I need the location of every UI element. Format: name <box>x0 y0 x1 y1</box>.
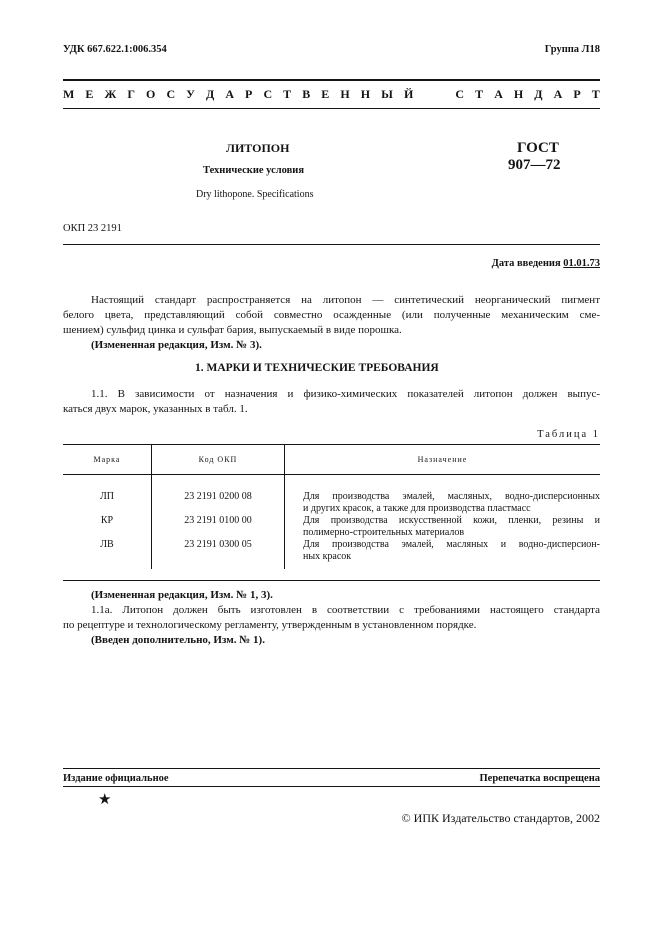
group-code: Группа Л18 <box>544 44 600 55</box>
col-header-grade: Марка <box>63 445 152 475</box>
cell-purpose <box>285 539 601 569</box>
heading-letter: М <box>63 87 75 101</box>
okp-code: ОКП 23 2191 <box>63 223 122 234</box>
cell-code: 23 2191 0200 08 <box>152 475 285 516</box>
cell-grade: КР <box>63 515 152 539</box>
heading-letter: Н <box>340 87 350 101</box>
heading-letter: Ж <box>104 87 117 101</box>
title-rule <box>63 244 600 245</box>
col-header-purpose: Назначение <box>285 445 601 475</box>
heading-letter: В <box>302 87 311 101</box>
table-row <box>63 539 600 569</box>
heading-letter: А <box>494 87 503 101</box>
top-rule-2 <box>63 108 600 109</box>
top-rule <box>63 79 600 81</box>
clause-1-1a <box>63 588 600 648</box>
clause-line: по рецептуре и технологическому регламенту, утвержденным в установленном порядке. <box>63 619 477 631</box>
cell-grade: ЛП <box>63 475 152 516</box>
heading-letter: Г <box>127 87 135 101</box>
star-icon: ★ <box>98 792 112 808</box>
copyright: © ИПК Издательство стандартов, 2002 <box>401 811 600 825</box>
cell-code: 23 2191 0100 00 <box>152 515 285 539</box>
section-heading: 1. МАРКИ И ТЕХНИЧЕСКИЕ ТРЕБОВАНИЯ <box>195 362 439 374</box>
clause-amendment: (Введен дополнительно, Изм. № 1). <box>91 634 265 646</box>
document-title: ЛИТОПОН <box>226 141 290 155</box>
heading-letter: Р <box>245 87 253 101</box>
purpose-line: Для производства эмалей, масляных и водно-дисперсион- <box>303 539 600 550</box>
intro-amendment: (Измененная редакция, Изм. № 3). <box>91 339 262 351</box>
table-amendment: (Измененная редакция, Изм. № 1, 3). <box>91 589 273 601</box>
grades-table <box>63 444 600 569</box>
heading-letter: С <box>166 87 176 101</box>
clause-line: 1.1а. Литопон должен быть изготовлен в соответствии с требованиями настоящего стандарта <box>91 604 600 616</box>
heading-letter: Ы <box>381 87 393 101</box>
clause-line: 1.1. В зависимости от назначения и физико-химических показателей литопон должен выпус- <box>91 388 600 400</box>
heading-letter: Т <box>283 87 292 101</box>
standard-type-heading <box>63 87 600 102</box>
heading-letter: О <box>146 87 156 101</box>
heading-letter: Д <box>534 87 543 101</box>
cell-purpose <box>285 515 601 539</box>
purpose-line: Для производства искусственной кожи, пленки, резины и <box>303 515 600 526</box>
intro-paragraph <box>63 293 600 353</box>
purpose-line: полимерно-строительных материалов <box>303 527 465 538</box>
gost-number: 907—72 <box>508 157 561 173</box>
heading-letter: С <box>455 87 465 101</box>
english-title: Dry lithopone. Specifications <box>196 189 314 200</box>
table-row <box>63 515 600 539</box>
gost-label: ГОСТ <box>517 140 559 156</box>
heading-letter: Д <box>206 87 215 101</box>
cell-code: 23 2191 0300 05 <box>152 539 285 569</box>
clause-line: каться двух марок, указанных в табл. 1. <box>63 403 248 415</box>
heading-letter: У <box>186 87 195 101</box>
official-edition: Издание официальное <box>63 773 169 784</box>
footer-rule-2 <box>63 786 600 787</box>
word-gap <box>424 87 444 102</box>
heading-letter: С <box>263 87 273 101</box>
heading-letter: Т <box>591 87 600 101</box>
table-bottom-rule <box>63 580 600 581</box>
intro-line: Настоящий стандарт распространяется на литопон — синтетический неорганический пигмент <box>91 294 600 306</box>
intro-date-value: 01.01.73 <box>563 258 600 269</box>
heading-letter: Р <box>573 87 581 101</box>
heading-letter: А <box>225 87 234 101</box>
heading-letter: А <box>553 87 563 101</box>
table-caption: Таблица 1 <box>537 429 600 440</box>
heading-letter: Н <box>513 87 524 101</box>
heading-letter: Н <box>360 87 371 101</box>
heading-letter: Е <box>321 87 330 101</box>
heading-letter: Й <box>403 87 414 101</box>
intro-line: белого цвета, представляющий собой совместно осажденные (или полученные механическим сме- <box>63 309 600 321</box>
heading-letter: Е <box>85 87 94 101</box>
intro-line: шением) сульфид цинка и сульфат бария, выпускаемый в виде порошка. <box>63 324 402 336</box>
col-header-code: Код ОКП <box>152 445 285 475</box>
cell-purpose <box>285 475 601 516</box>
cell-grade: ЛВ <box>63 539 152 569</box>
footer-rule <box>63 768 600 769</box>
table-row <box>63 475 600 516</box>
heading-letter: Т <box>475 87 484 101</box>
document-subtitle: Технические условия <box>203 165 305 176</box>
purpose-line: ных красок <box>303 551 352 562</box>
intro-date <box>492 258 600 269</box>
udk-code: УДК 667.622.1:006.354 <box>63 44 167 55</box>
purpose-line: и других красок, а также для производства пластмасс <box>303 503 531 514</box>
table-header-row <box>63 445 600 475</box>
clause-1-1 <box>63 387 600 417</box>
purpose-line: Для производства эмалей, масляных, водно-дисперсионных <box>303 491 600 502</box>
reprint-notice: Перепечатка воспрещена <box>479 773 600 784</box>
intro-date-label: Дата введения <box>491 258 564 269</box>
